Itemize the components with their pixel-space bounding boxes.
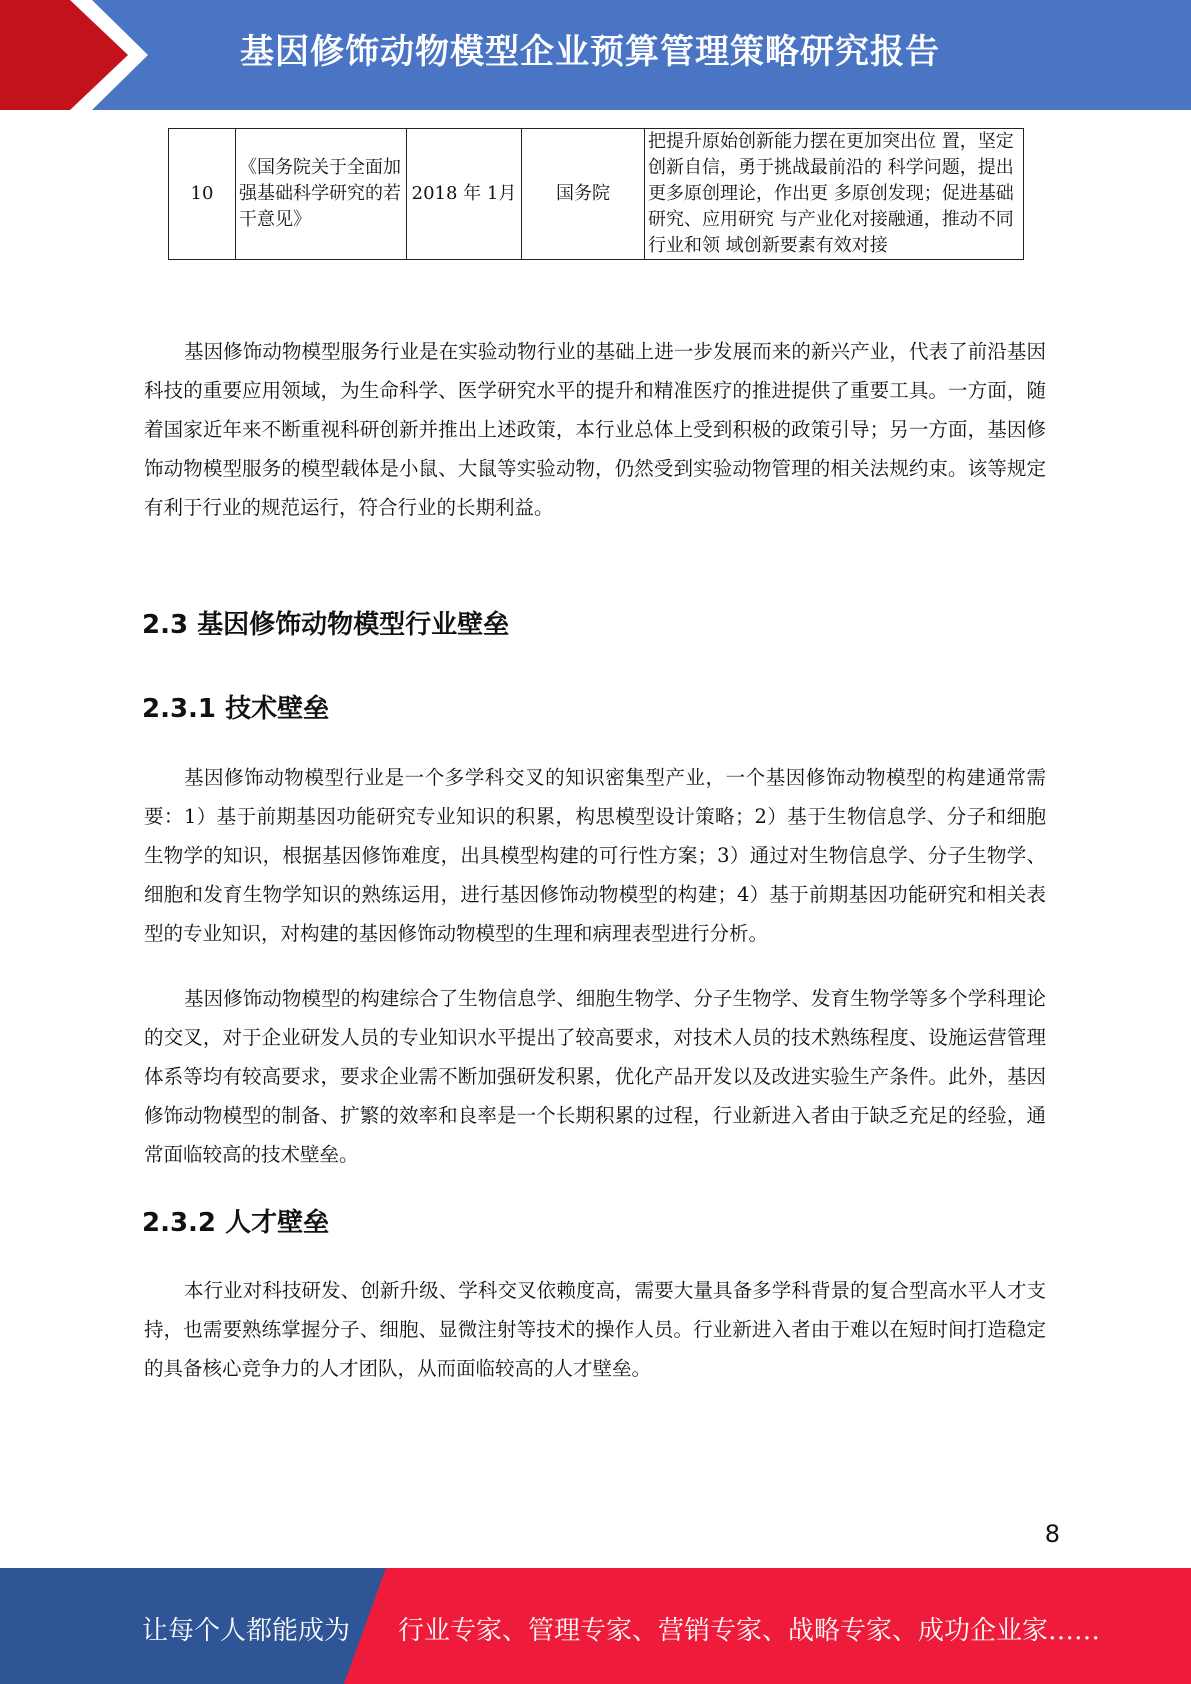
page-number: 8 (1044, 1520, 1060, 1548)
table-row (169, 129, 1024, 260)
cell-policy-name: 《国务院关于全面加强基础科学研究的若干意见》 (236, 129, 407, 260)
page-header (0, 0, 1191, 110)
paragraph-tech-barrier-2: 基因修饰动物模型的构建综合了生物信息学、细胞生物学、分子生物学、发育生物学等多个学科理论的交叉，对于企业研发人员的专业知识水平提出了较高要求，对技术人员的技术熟练程度、设施运营管理体系等均有较高要求，要求企业需不断加强研发积累，优化产品开发以及改进实验生产条件。此外，基因修饰动物模型的制备、扩繁的效率和良率是一个长期积累的过程，行业新进入者由于缺乏充足的经验，通常面临较高的技术壁垒。 (144, 987, 1046, 1166)
paragraph-tech-barrier-1: 基因修饰动物模型行业是一个多学科交叉的知识密集型产业，一个基因修饰动物模型的构建通常需要：1）基于前期基因功能研究专业知识的积累，构思模型设计策略；2）基于生物信息学、分子和细胞生物学的知识，根据基因修饰难度，出具模型构建的可行性方案；3）通过对生物信息学、分子生物学、细胞和发育生物学知识的熟练运用，进行基因修饰动物模型的构建；4）基于前期基因功能研究和相关表型的专业知识，对构建的基因修饰动物模型的生理和病理表型进行分析。 (144, 766, 1046, 945)
cell-number: 10 (169, 129, 236, 260)
paragraph-policy-summary: 基因修饰动物模型服务行业是在实验动物行业的基础上进一步发展而来的新兴产业，代表了前沿基因科技的重要应用领域，为生命科学、医学研究水平的提升和精准医疗的推进提供了重要工具。一方面，随着国家近年来不断重视科研创新并推出上述政策，本行业总体上受到积极的政策引导；另一方面，基因修饰动物模型服务的模型载体是小鼠、大鼠等实验动物，仍然受到实验动物管理的相关法规约束。该等规定有利于行业的规范运行，符合行业的长期利益。 (144, 340, 1046, 519)
header-title: 基因修饰动物模型企业预算管理策略研究报告 (240, 32, 940, 72)
policy-table (168, 128, 1024, 260)
section-heading-2-3-1: 2.3.1 技术壁垒 (142, 694, 330, 724)
footer-slogan-left: 让每个人都能成为 (142, 1616, 351, 1646)
footer-slogan-right: 行业专家、管理专家、营销专家、战略专家、成功企业家…… (398, 1616, 1101, 1646)
cell-description: 把提升原始创新能力摆在更加突出位 置，坚定创新自信，勇于挑战最前沿的 科学问题，提出更多原创理论，作出更 多原创发现；促进基础研究、应用研究 与产业化对接融通，推动不同行业和领 域创新要素有效对接 (645, 129, 1024, 260)
page-footer (0, 1568, 1191, 1684)
header-red-chevron (0, 0, 148, 110)
section-heading-2-3-2: 2.3.2 人才壁垒 (142, 1208, 330, 1238)
section-heading-2-3: 2.3 基因修饰动物模型行业壁垒 (142, 610, 510, 640)
cell-date: 2018 年 1月 (407, 129, 522, 260)
paragraph-talent-barrier: 本行业对科技研发、创新升级、学科交叉依赖度高，需要大量具备多学科背景的复合型高水平人才支持，也需要熟练掌握分子、细胞、显微注射等技术的操作人员。行业新进入者由于难以在短时间打造稳定的具备核心竞争力的人才团队，从而面临较高的人才壁垒。 (144, 1279, 1046, 1380)
cell-department: 国务院 (522, 129, 645, 260)
